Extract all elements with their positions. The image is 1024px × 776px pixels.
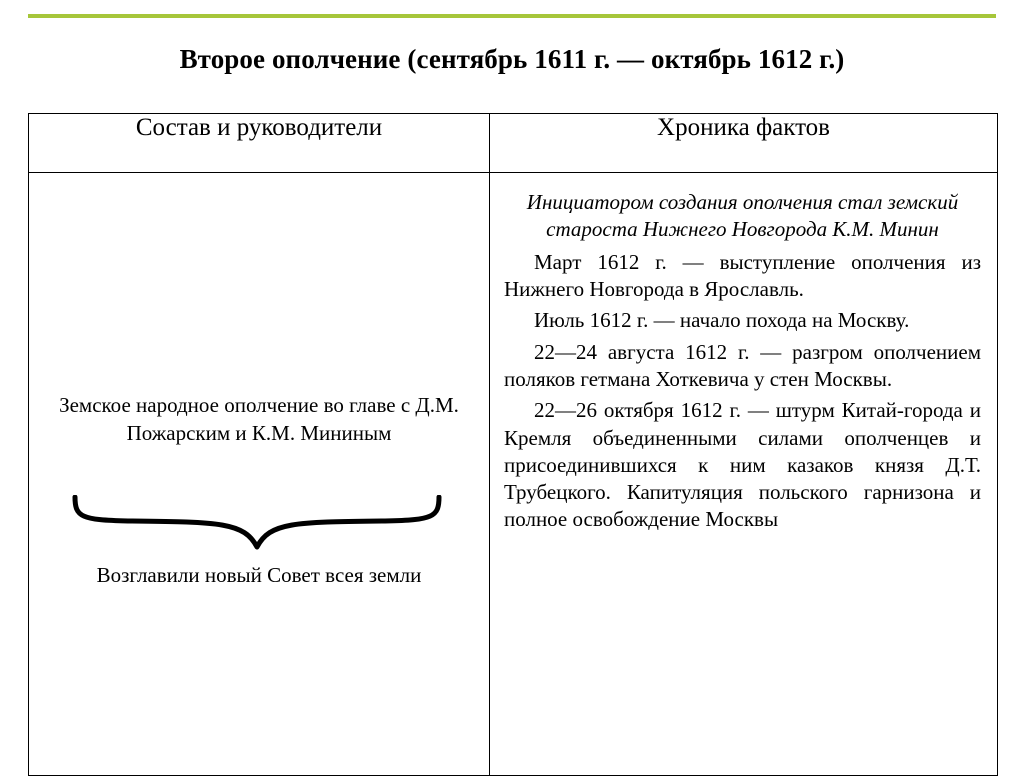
chronicle-fact: 22—24 августа 1612 г. — разгром ополчением поляков гетмана Хоткевича у стен Москвы.: [504, 339, 981, 391]
cell-chronicle: [490, 173, 998, 776]
content-table-wrapper: [28, 113, 996, 753]
page-title: Второе ополчение (сентябрь 1611 г. — октябрь 1612 г.): [179, 44, 845, 74]
chronicle-fact: 22—26 октября 1612 г. — штурм Китай-города и Кремля объединенными силами ополченцев и присоединившихся к ним казаков князя Д.Т. Трубецкого. Капитуляция польского гарнизона и полное освобождение Москвы: [504, 398, 981, 532]
composition-council-text: Возглавили новый Совет всея земли: [96, 563, 422, 587]
chronicle-content: [490, 173, 997, 775]
chronicle-fact: Июль 1612 г. — начало похода на Москву.: [534, 308, 910, 333]
table-body-row: [29, 173, 998, 776]
column-header-chronicle: Хроника фактов: [490, 114, 998, 173]
chronicle-fact: Март 1612 г. — выступление ополчения из Нижнего Новгорода в Ярославль.: [504, 249, 981, 302]
table-header-row: [29, 114, 998, 173]
curly-brace-icon: [69, 495, 449, 551]
cell-composition: [29, 173, 490, 776]
top-decorative-rule: [28, 14, 996, 18]
composition-content: [29, 173, 489, 753]
chronicle-intro: Инициатором создания ополчения стал земский староста Нижнего Новгорода К.М. Минин: [526, 190, 959, 241]
content-table: [28, 113, 998, 776]
column-header-composition: Состав и руководители: [29, 114, 490, 173]
composition-leaders-text: Земское народное ополчение во главе с Д.М. Пожарским и К.М. Мининым: [59, 393, 459, 446]
